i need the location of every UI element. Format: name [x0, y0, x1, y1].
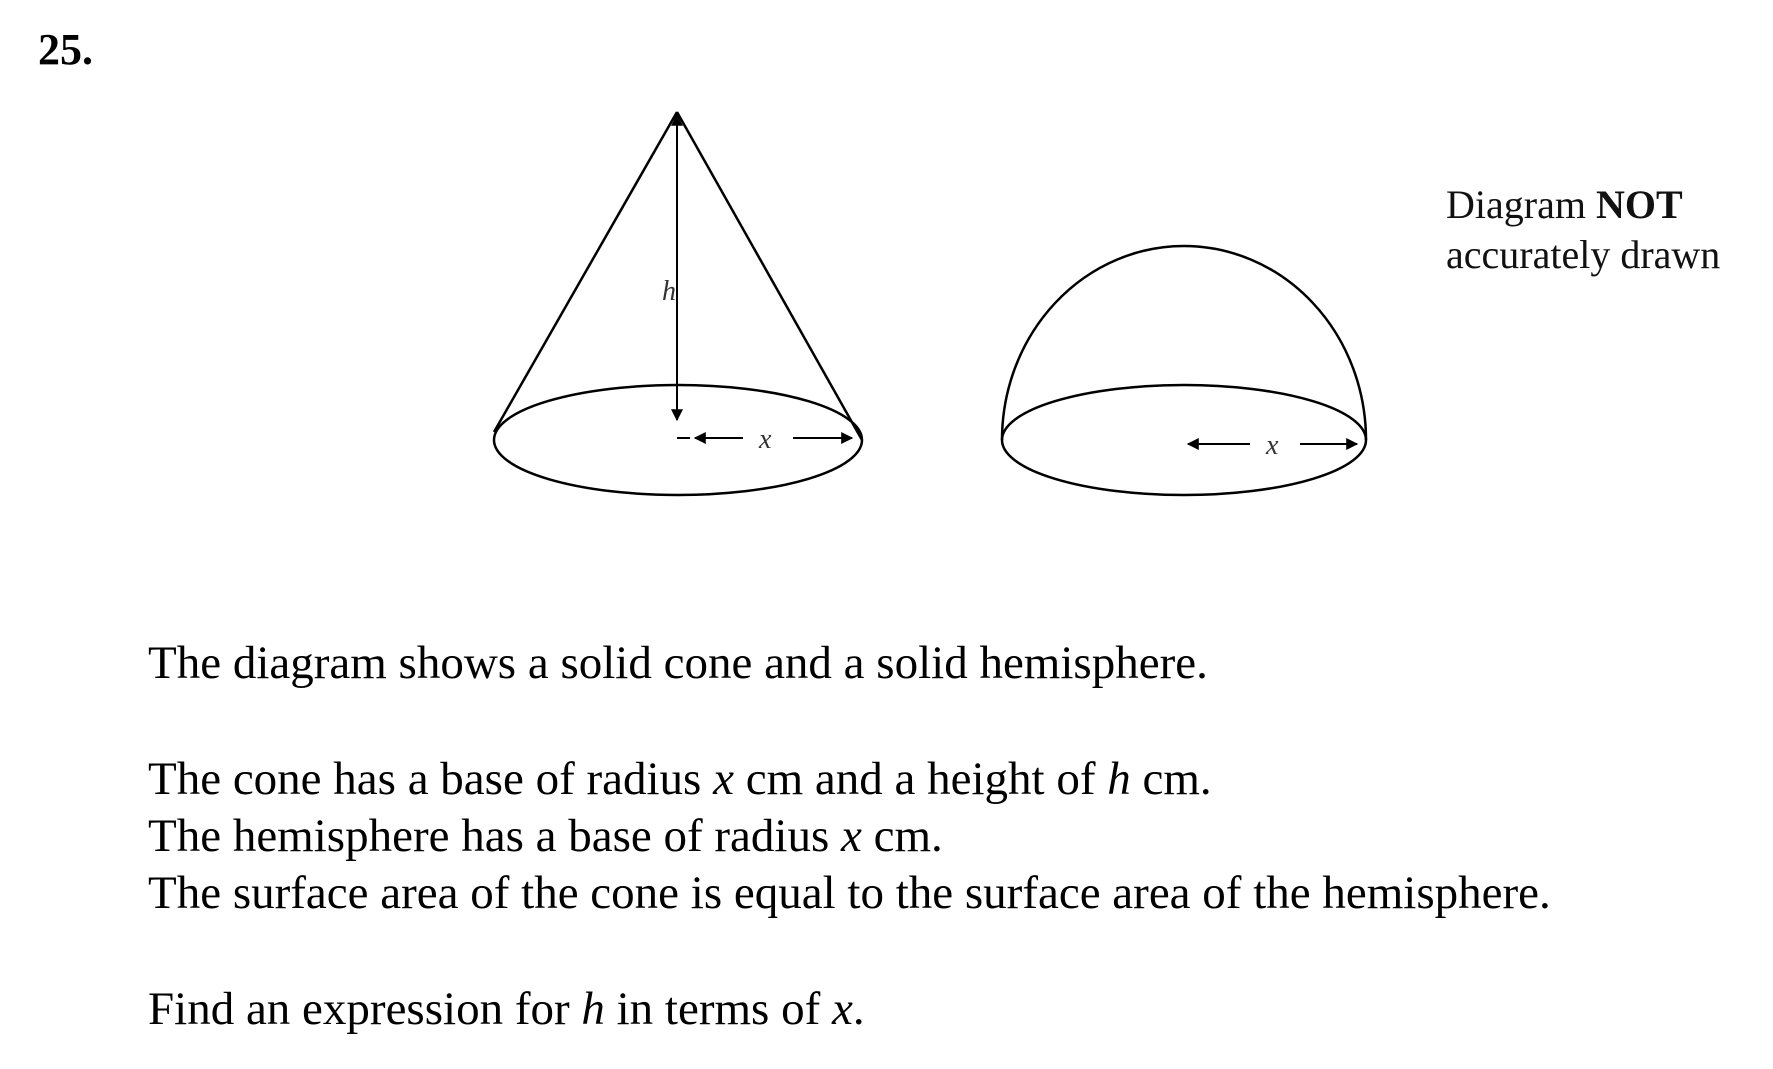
cone-height-label: h	[662, 276, 676, 307]
cone-right-edge	[677, 112, 862, 440]
question-text-line2: The cone has a base of radius x cm and a height of h cm.	[148, 753, 1212, 805]
question-text-line5: Find an expression for h in terms of x.	[148, 983, 865, 1035]
hemisphere-base-ellipse	[1002, 385, 1366, 495]
question-text-line4: The surface area of the cone is equal to the surface area of the hemisphere.	[148, 867, 1551, 919]
diagram-note-line2: accurately drawn	[1446, 232, 1721, 277]
cone-left-edge	[494, 112, 677, 432]
hemisphere-radius-label: x	[1266, 430, 1279, 461]
hemisphere	[1002, 246, 1366, 495]
cone	[494, 112, 862, 495]
question-text-line1: The diagram shows a solid cone and a solid hemisphere.	[148, 637, 1208, 689]
question-text-line3: The hemisphere has a base of radius x cm.	[148, 810, 943, 862]
question-number: 25.	[38, 25, 93, 74]
diagram-note-line1: Diagram NOT	[1446, 182, 1683, 227]
hemisphere-dome	[1002, 246, 1366, 440]
cone-radius-label: x	[759, 424, 772, 455]
diagram-note	[1446, 180, 1720, 280]
